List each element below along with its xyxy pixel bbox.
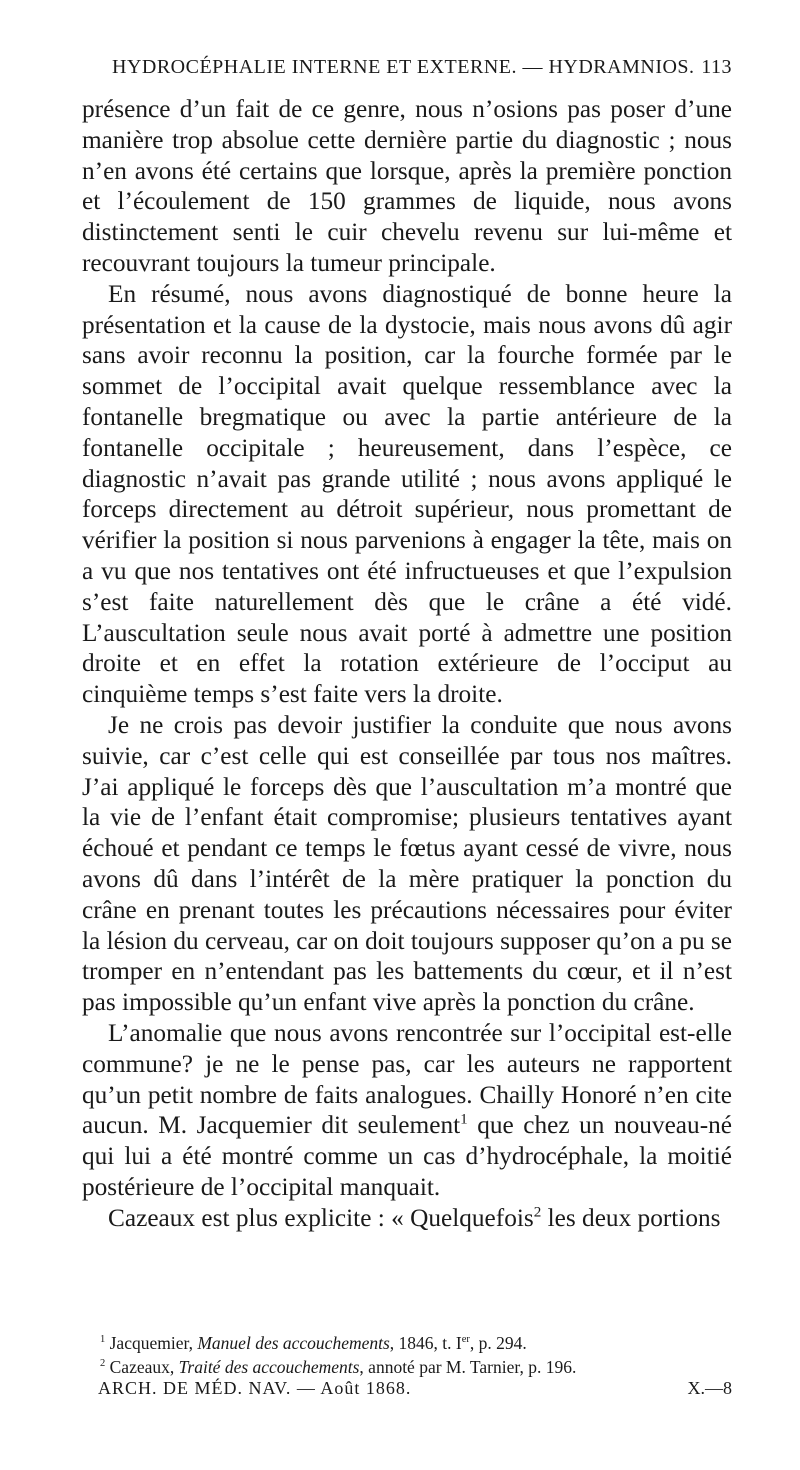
footnotes	[82, 1331, 732, 1379]
paragraph: En résumé, nous avons diagnostiqué de bonne heure la présentation et la cause de la dystocie, mais nous avons dû agir sans avoir reconnu la position, car la fourche formée par le sommet de l’occipital avait quelque ressemblance avec la fontanelle bregmatique ou avec la partie antérieure de la fontanelle occipitale ; heureusement, dans l’espèce, ce diagnostic n’avait pas grande utilité ; nous avons appliqué le forceps directement au détroit supérieur, nous promettant de vérifier la position si nous parvenions à engager la tête, mais on a vu que nos tentatives ont été infructueuses et que l’expulsion s’est faite naturellement dès que le crâne a été vidé. L’auscultation seule nous avait porté à admettre une position droite et en effet la rotation extérieure de l’occiput au cinquième temps s’est faite vers la droite.	[82, 279, 732, 709]
footnote-title: Manuel des accouchements	[197, 1333, 390, 1353]
page-header	[112, 56, 732, 86]
paragraph-text: L’anomalie que nous avons rencontrée sur l’occipital est-elle commune? je ne le pense pas, car les auteurs ne rapportent qu’un petit nombre de faits analogues. Chailly Honoré n’en cite aucun. M. Jacquemier dit seulement	[82, 1018, 732, 1140]
gathering-mark: X.—8	[687, 1378, 732, 1398]
footnote-text: , annoté par M. Tarnier, p. 196.	[359, 1357, 577, 1377]
paragraph-text: que chez un nouveau-né qui lui a été montré comme un cas d’hydrocéphale, la moitié postérieure de l’occipital manquait.	[82, 1111, 732, 1201]
page-footer	[98, 1378, 732, 1404]
journal-signature: ARCH. DE MÉD. NAV. — Août 1868.	[98, 1378, 412, 1398]
paragraph	[82, 1018, 732, 1203]
footnote-superscript: er	[461, 1334, 470, 1346]
paragraph-text: Cazeaux est plus explicite : « Quelquefois	[108, 1203, 534, 1232]
paragraph	[82, 1203, 732, 1234]
footnote-reference: 1	[460, 1110, 468, 1128]
footnote-text: , p. 294.	[469, 1333, 527, 1353]
footnote-reference: 2	[533, 1203, 542, 1221]
footnote-text: , 1846, t. I	[389, 1333, 462, 1353]
footnote-author: Cazeaux,	[109, 1357, 179, 1377]
paragraph: présence d’un fait de ce genre, nous n’osions pas poser d’une manière trop absolue cette dernière partie du diagnostic ; nous n’en avons été certains que lorsque, après la première ponction et l’écoulement de 150 grammes de liquide, nous avons distinctement senti le cuir chevelu revenu sur lui-même et recouvrant toujours la tumeur principale.	[82, 95, 732, 277]
running-head: HYDROCÉPHALIE INTERNE ET EXTERNE. — HYDRAMNIOS.	[112, 56, 695, 78]
footnote-mark: 2	[100, 1358, 106, 1370]
page-number: 113	[701, 56, 732, 78]
footnote	[82, 1355, 732, 1379]
footnote-author: Jacquemier,	[109, 1333, 198, 1353]
footnote	[82, 1331, 732, 1355]
footnote-title: Traité des accouchements	[178, 1357, 360, 1377]
paragraph: Je ne crois pas devoir justifier la conduite que nous avons suivie, car c’est celle qui est conseillée par tous nos maîtres. J’ai appliqué le forceps dès que l’auscultation m’a montré que la vie de l’enfant était compromise; plusieurs tentatives ayant échoué et pendant ce temps le fœtus ayant cessé de vivre, nous avons dû dans l’intérêt de la mère pratiquer la ponction du crâne en prenant toutes les précautions nécessaires pour éviter la lésion du cerveau, car on doit toujours supposer qu’on a pu se tromper en n’entendant pas les battements du cœur, et il n’est pas impossible qu’un enfant vive après la ponction du crâne.	[82, 710, 732, 1017]
footnote-mark: 1	[100, 1334, 106, 1346]
paragraph-text: les deux portions	[541, 1203, 721, 1232]
body-text	[82, 94, 732, 1233]
